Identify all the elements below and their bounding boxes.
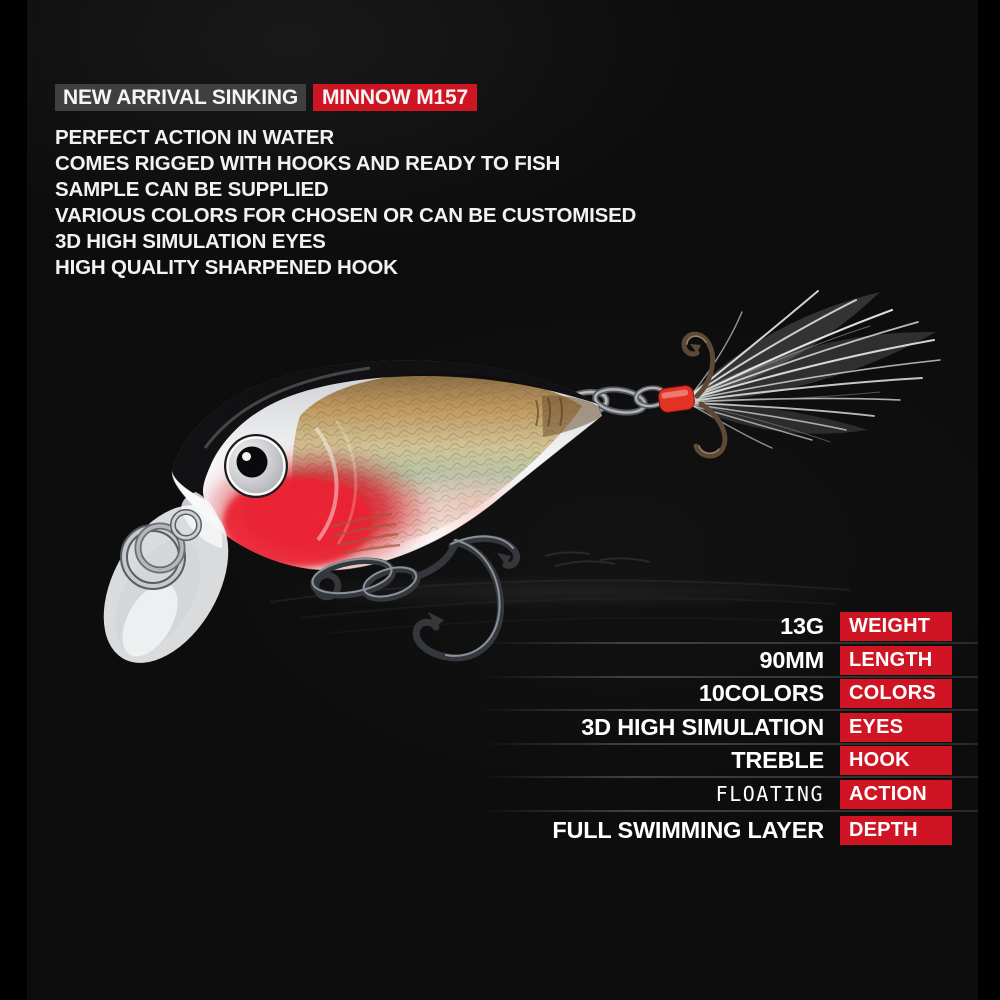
row-separator: [478, 743, 992, 745]
feature-line: VARIOUS COLORS FOR CHOSEN OR CAN BE CUSTOMISED: [55, 204, 637, 227]
spec-label: HOOK: [840, 746, 952, 775]
spec-label: ACTION: [840, 780, 952, 809]
row-separator: [478, 810, 992, 812]
row-separator: [478, 642, 992, 644]
spec-value: 90MM: [759, 647, 824, 673]
spec-label: LENGTH: [840, 646, 952, 675]
row-separator: [478, 776, 992, 778]
spec-row-colors: [400, 679, 952, 708]
feature-line: HIGH QUALITY SHARPENED HOOK: [55, 256, 398, 279]
row-separator: [478, 676, 992, 678]
spec-value: FLOATING: [715, 782, 824, 806]
spec-row-hook: [400, 746, 952, 775]
spec-value: TREBLE: [731, 747, 824, 773]
spec-value: 10COLORS: [698, 680, 824, 706]
left-black-border: [0, 0, 27, 1000]
new-arrival-badge: [55, 84, 306, 111]
spec-label: COLORS: [840, 679, 952, 708]
model-badge: [313, 84, 477, 111]
model-badge-label: MINNOW M157: [322, 85, 468, 109]
feature-list: [55, 125, 636, 281]
spec-row-action: [400, 780, 952, 809]
spec-label: DEPTH: [840, 816, 952, 845]
spec-label: WEIGHT: [840, 612, 952, 641]
spec-value: FULL SWIMMING LAYER: [552, 817, 824, 843]
spec-value: 13G: [780, 613, 824, 639]
right-black-border: [978, 0, 1000, 1000]
new-arrival-badge-label: NEW ARRIVAL SINKING: [63, 85, 298, 109]
feature-line: 3D HIGH SIMULATION EYES: [55, 230, 326, 253]
feature-line: PERFECT ACTION IN WATER: [55, 126, 334, 149]
spec-row-eyes: [400, 713, 952, 742]
spec-row-length: [400, 646, 952, 675]
spec-row-weight: [400, 612, 952, 641]
spec-value: 3D HIGH SIMULATION: [581, 714, 824, 740]
feature-line: COMES RIGGED WITH HOOKS AND READY TO FISH: [55, 152, 561, 175]
spec-label: EYES: [840, 713, 952, 742]
feature-line: SAMPLE CAN BE SUPPLIED: [55, 178, 329, 201]
row-separator: [478, 709, 992, 711]
spec-row-depth: [400, 816, 952, 845]
